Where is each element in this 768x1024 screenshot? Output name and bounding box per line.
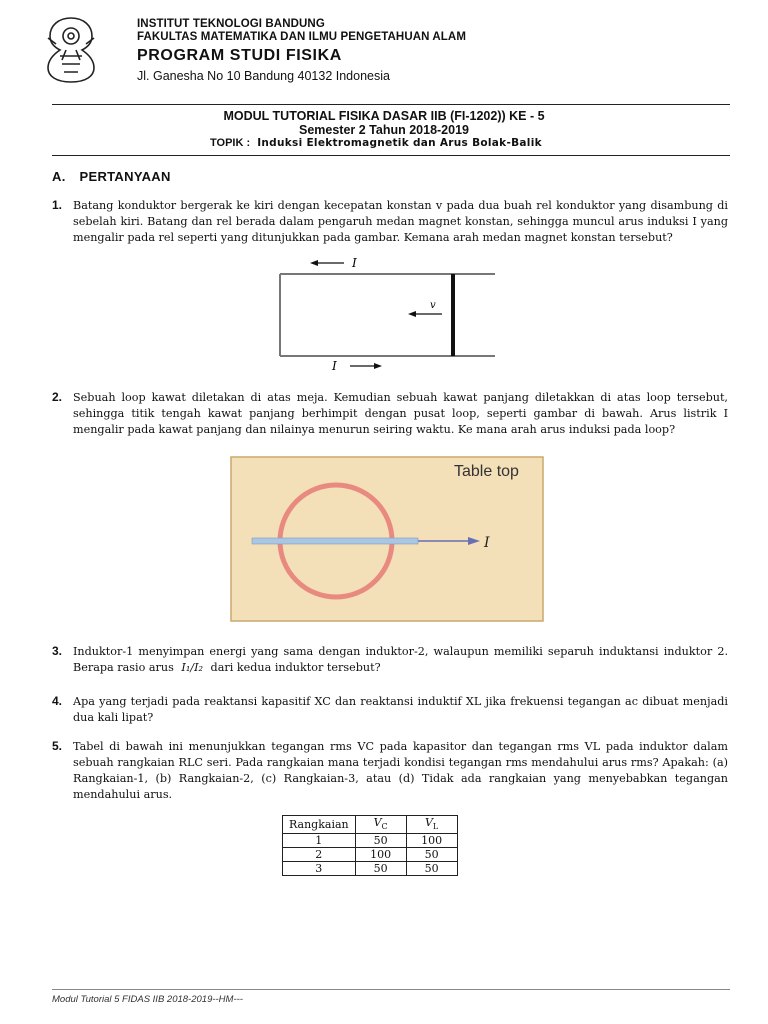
question-5 (52, 739, 728, 803)
velocity-arrow (408, 311, 442, 317)
question-number: 3. (52, 644, 63, 658)
table-header-vc: $V_C$ (355, 816, 406, 834)
title-divider (52, 155, 730, 156)
bottom-current-arrow (350, 363, 382, 369)
topic-value: Induksi Elektromagnetik dan Arus Bolak-Balik (257, 137, 542, 149)
table-row (283, 862, 458, 876)
table-row (283, 834, 458, 848)
table-cell: 1 (283, 834, 356, 848)
question-2 (52, 390, 728, 438)
question-text: Sebuah loop kawat diletakan di atas meja. Kemudian sebuah kawat panjang diletakkan di atas loop tersebut, sehingga titik tengah kawat panjang berhimpit dengan pusat loop, seperti gambar di bawah. Arus listrik I mengalir pada kawat panjang dan nilainya menurun seiring waktu. Ke mana arah arus induksi pada loop? (73, 391, 728, 436)
module-title: MODUL TUTORIAL FISIKA DASAR IIB (FI-1202)) KE - 5 (223, 109, 545, 123)
footer-divider (52, 989, 730, 990)
top-current-label: I (352, 256, 357, 270)
section-heading (52, 169, 171, 184)
table-cell: 50 (355, 862, 406, 876)
semester: Semester 2 Tahun 2018-2019 (298, 123, 469, 137)
table-top-caption: Table top (454, 463, 519, 480)
question-3 (52, 644, 728, 676)
table-header: Rangkaian (283, 816, 356, 834)
table-cell: 50 (406, 862, 457, 876)
address: Jl. Ganesha No 10 Bandung 40132 Indonesia (137, 69, 390, 83)
top-current-arrow (310, 260, 344, 266)
current-ratio: I₁/I₂ (181, 661, 203, 674)
section-letter: A. (52, 169, 66, 184)
wire-current-label: I (484, 535, 490, 551)
section-title: PERTANYAAN (79, 169, 171, 184)
question-text-a: Induktor-1 menyimpan energi yang sama dengan induktor-2, walaupun memiliki separuh induktansi induktor 2. Berapa rasio arus (73, 645, 728, 674)
table-cell: 3 (283, 862, 356, 876)
question-number: 5. (52, 739, 63, 753)
page-footer: Modul Tutorial 5 FIDAS IIB 2018-2019--HM--- (52, 994, 243, 1005)
table-cell: 50 (406, 848, 457, 862)
long-wire (252, 538, 418, 544)
table-cell: 100 (406, 834, 457, 848)
module-title-block (0, 109, 768, 137)
table-top-figure (230, 456, 544, 622)
question-text (73, 644, 728, 676)
program-name: PROGRAM STUDI FISIKA (137, 47, 342, 64)
question-4 (52, 694, 728, 726)
question-text: Apa yang terjadi pada reaktansi kapasitif XC dan reaktansi induktif XL jika frekuensi tegangan ac dibuat menjadi dua kali lipat? (73, 695, 728, 724)
voltage-table (282, 815, 458, 876)
question-number: 2. (52, 390, 63, 404)
table-cell: 50 (355, 834, 406, 848)
question-number: 1. (52, 198, 63, 212)
institute-name: INSTITUT TEKNOLOGI BANDUNG (137, 18, 325, 30)
itb-logo (38, 14, 104, 86)
topic-line (210, 137, 542, 149)
table-cell: 2 (283, 848, 356, 862)
question-text: Tabel di bawah ini menunjukkan tegangan rms VC pada kapasitor dan tegangan rms VL pada induktor dalam sebuah rangkaian RLC seri. Pada rangkaian mana terjadi kondisi tegangan rms mendahului arus rms? Apakah: (a) Rangkaian-1, (b) Rangkaian-2, (c) Rangkaian-3, atau (d) Tidak ada rangkaian yang menyebabkan tegangan mendahului arus. (73, 740, 728, 801)
question-text-b: dari kedua induktor tersebut? (210, 661, 381, 674)
rail-figure (270, 252, 500, 378)
question-number: 4. (52, 694, 63, 708)
topic-label: TOPIK : (210, 137, 251, 149)
table-header-vl: $V_L$ (406, 816, 457, 834)
bottom-current-label: I (332, 359, 337, 373)
question-1 (52, 198, 728, 246)
header-divider (52, 104, 730, 105)
velocity-label: v (430, 300, 436, 311)
institution-header (137, 18, 466, 84)
faculty-name: FAKULTAS MATEMATIKA DAN ILMU PENGETAHUAN ALAM (137, 31, 467, 43)
table-cell: 100 (355, 848, 406, 862)
table-header-row (283, 816, 458, 834)
table-row (283, 848, 458, 862)
question-text: Batang konduktor bergerak ke kiri dengan kecepatan konstan v pada dua buah rel konduktor yang disambung di sebelah kiri. Batang dan rel berada dalam pengaruh medan magnet konstan, sehingga muncul arus induksi I yang mengalir pada rel seperti yang ditunjukkan pada gambar. Kemana arah medan magnet konstan tersebut? (73, 199, 728, 244)
